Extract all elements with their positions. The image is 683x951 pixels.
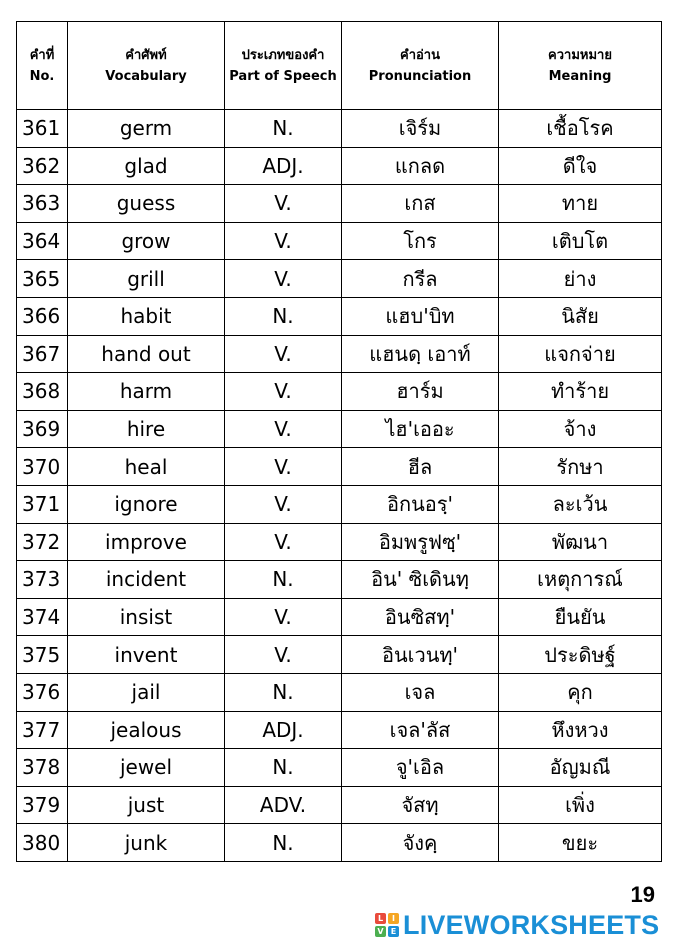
cell-meaning: เหตุการณ์	[499, 561, 662, 599]
cell-vocabulary: invent	[68, 636, 225, 674]
table-row	[17, 711, 662, 749]
cell-meaning: เชื้อโรค	[499, 110, 662, 148]
header-number	[17, 22, 68, 110]
header-pos-english: Part of Speech	[229, 68, 337, 84]
cell-vocabulary: jewel	[68, 749, 225, 787]
cell-vocabulary: junk	[68, 824, 225, 862]
cell-vocabulary: jealous	[68, 711, 225, 749]
cell-number: 374	[17, 598, 68, 636]
cell-meaning: ละเว้น	[499, 485, 662, 523]
cell-vocabulary: insist	[68, 598, 225, 636]
cell-pronunciation: อินเวนทฺ'	[342, 636, 499, 674]
cell-meaning: แจกจ่าย	[499, 335, 662, 373]
cell-vocabulary: guess	[68, 185, 225, 223]
logo-letter-v: V	[375, 926, 386, 937]
table-row	[17, 185, 662, 223]
cell-number: 371	[17, 485, 68, 523]
cell-part-of-speech: ADJ.	[225, 147, 342, 185]
cell-part-of-speech: N.	[225, 673, 342, 711]
cell-meaning: ขยะ	[499, 824, 662, 862]
header-number-thai: คำที่	[29, 47, 55, 63]
table-header-row	[17, 22, 662, 110]
cell-part-of-speech: ADJ.	[225, 711, 342, 749]
cell-number: 372	[17, 523, 68, 561]
header-vocabulary-thai: คำศัพท์	[125, 47, 167, 63]
cell-meaning: พัฒนา	[499, 523, 662, 561]
header-meaning	[499, 22, 662, 110]
table-row	[17, 448, 662, 486]
cell-part-of-speech: V.	[225, 448, 342, 486]
cell-pronunciation: กรีล	[342, 260, 499, 298]
cell-pronunciation: จังคฺ	[342, 824, 499, 862]
cell-number: 378	[17, 749, 68, 787]
table-row	[17, 673, 662, 711]
liveworksheets-logo-icon	[375, 913, 399, 937]
cell-part-of-speech: V.	[225, 598, 342, 636]
cell-pronunciation: แกลด	[342, 147, 499, 185]
header-number-english: No.	[29, 68, 55, 84]
table-row	[17, 749, 662, 787]
liveworksheets-logo-text: LIVEWORKSHEETS	[403, 909, 660, 940]
page-number: 19	[630, 882, 655, 907]
table-row	[17, 598, 662, 636]
cell-vocabulary: germ	[68, 110, 225, 148]
cell-vocabulary: harm	[68, 373, 225, 411]
cell-vocabulary: hand out	[68, 335, 225, 373]
cell-part-of-speech: N.	[225, 749, 342, 787]
table-row	[17, 523, 662, 561]
cell-vocabulary: hire	[68, 410, 225, 448]
cell-vocabulary: grow	[68, 222, 225, 260]
cell-vocabulary: improve	[68, 523, 225, 561]
cell-part-of-speech: N.	[225, 561, 342, 599]
table-row	[17, 824, 662, 862]
table-row	[17, 485, 662, 523]
cell-meaning: ยืนยัน	[499, 598, 662, 636]
cell-pronunciation: เจิร์ม	[342, 110, 499, 148]
cell-vocabulary: habit	[68, 297, 225, 335]
cell-number: 370	[17, 448, 68, 486]
header-pronunciation-english: Pronunciation	[368, 68, 472, 84]
cell-vocabulary: just	[68, 786, 225, 824]
table-row	[17, 147, 662, 185]
cell-number: 367	[17, 335, 68, 373]
cell-part-of-speech: N.	[225, 824, 342, 862]
cell-number: 364	[17, 222, 68, 260]
table-row	[17, 410, 662, 448]
cell-meaning: ทาย	[499, 185, 662, 223]
cell-part-of-speech: V.	[225, 335, 342, 373]
cell-part-of-speech: V.	[225, 373, 342, 411]
cell-meaning: จ้าง	[499, 410, 662, 448]
cell-meaning: คุก	[499, 673, 662, 711]
cell-number: 362	[17, 147, 68, 185]
cell-number: 368	[17, 373, 68, 411]
cell-number: 373	[17, 561, 68, 599]
cell-meaning: หึงหวง	[499, 711, 662, 749]
cell-part-of-speech: V.	[225, 636, 342, 674]
cell-pronunciation: อิมพรูฟซฺ'	[342, 523, 499, 561]
table-row	[17, 636, 662, 674]
cell-part-of-speech: V.	[225, 222, 342, 260]
cell-pronunciation: จู'เอิล	[342, 749, 499, 787]
vocabulary-table	[16, 21, 662, 862]
cell-pronunciation: อิน' ซิเดินทฺ	[342, 561, 499, 599]
cell-meaning: ดีใจ	[499, 147, 662, 185]
cell-number: 380	[17, 824, 68, 862]
table-row	[17, 110, 662, 148]
logo-letter-l: L	[375, 913, 386, 924]
cell-pronunciation: แฮนดฺ เอาท์	[342, 335, 499, 373]
table-row	[17, 297, 662, 335]
cell-meaning: ประดิษฐ์	[499, 636, 662, 674]
cell-meaning: นิสัย	[499, 297, 662, 335]
cell-pronunciation: ไฮ'เออะ	[342, 410, 499, 448]
cell-pronunciation: อินซิสทฺ'	[342, 598, 499, 636]
cell-number: 361	[17, 110, 68, 148]
cell-part-of-speech: V.	[225, 410, 342, 448]
cell-part-of-speech: V.	[225, 523, 342, 561]
cell-number: 375	[17, 636, 68, 674]
cell-part-of-speech: V.	[225, 485, 342, 523]
cell-number: 363	[17, 185, 68, 223]
table-row	[17, 222, 662, 260]
cell-vocabulary: ignore	[68, 485, 225, 523]
cell-vocabulary: jail	[68, 673, 225, 711]
cell-vocabulary: glad	[68, 147, 225, 185]
cell-pronunciation: เจล	[342, 673, 499, 711]
cell-vocabulary: grill	[68, 260, 225, 298]
cell-pronunciation: อิกนอรฺ'	[342, 485, 499, 523]
cell-part-of-speech: V.	[225, 185, 342, 223]
cell-meaning: รักษา	[499, 448, 662, 486]
cell-pronunciation: เกส	[342, 185, 499, 223]
cell-meaning: ทำร้าย	[499, 373, 662, 411]
cell-number: 379	[17, 786, 68, 824]
cell-pronunciation: เจล'ลัส	[342, 711, 499, 749]
table-row	[17, 373, 662, 411]
header-vocabulary	[68, 22, 225, 110]
cell-number: 366	[17, 297, 68, 335]
cell-pronunciation: จัสทฺ	[342, 786, 499, 824]
cell-number: 377	[17, 711, 68, 749]
cell-number: 369	[17, 410, 68, 448]
cell-number: 365	[17, 260, 68, 298]
table-row	[17, 260, 662, 298]
cell-part-of-speech: ADV.	[225, 786, 342, 824]
cell-meaning: เพิ่ง	[499, 786, 662, 824]
cell-meaning: ย่าง	[499, 260, 662, 298]
header-meaning-english: Meaning	[548, 68, 612, 84]
header-vocabulary-english: Vocabulary	[105, 68, 187, 84]
cell-pronunciation: แฮบ'บิท	[342, 297, 499, 335]
cell-meaning: เติบโต	[499, 222, 662, 260]
header-meaning-thai: ความหมาย	[548, 47, 612, 63]
cell-pronunciation: ฮาร์ม	[342, 373, 499, 411]
cell-vocabulary: incident	[68, 561, 225, 599]
header-pronunciation-thai: คำอ่าน	[400, 47, 440, 63]
table-row	[17, 335, 662, 373]
cell-number: 376	[17, 673, 68, 711]
table-row	[17, 786, 662, 824]
logo-letter-i: I	[388, 913, 399, 924]
header-part-of-speech	[225, 22, 342, 110]
cell-part-of-speech: N.	[225, 297, 342, 335]
liveworksheets-logo	[375, 908, 659, 942]
table-body	[17, 110, 662, 862]
table-row	[17, 561, 662, 599]
header-pos-thai: ประเภทของคำ	[241, 47, 325, 63]
cell-vocabulary: heal	[68, 448, 225, 486]
logo-letter-e: E	[388, 926, 399, 937]
cell-pronunciation: โกร	[342, 222, 499, 260]
cell-part-of-speech: N.	[225, 110, 342, 148]
cell-part-of-speech: V.	[225, 260, 342, 298]
cell-meaning: อัญมณี	[499, 749, 662, 787]
header-pronunciation	[342, 22, 499, 110]
cell-pronunciation: ฮีล	[342, 448, 499, 486]
